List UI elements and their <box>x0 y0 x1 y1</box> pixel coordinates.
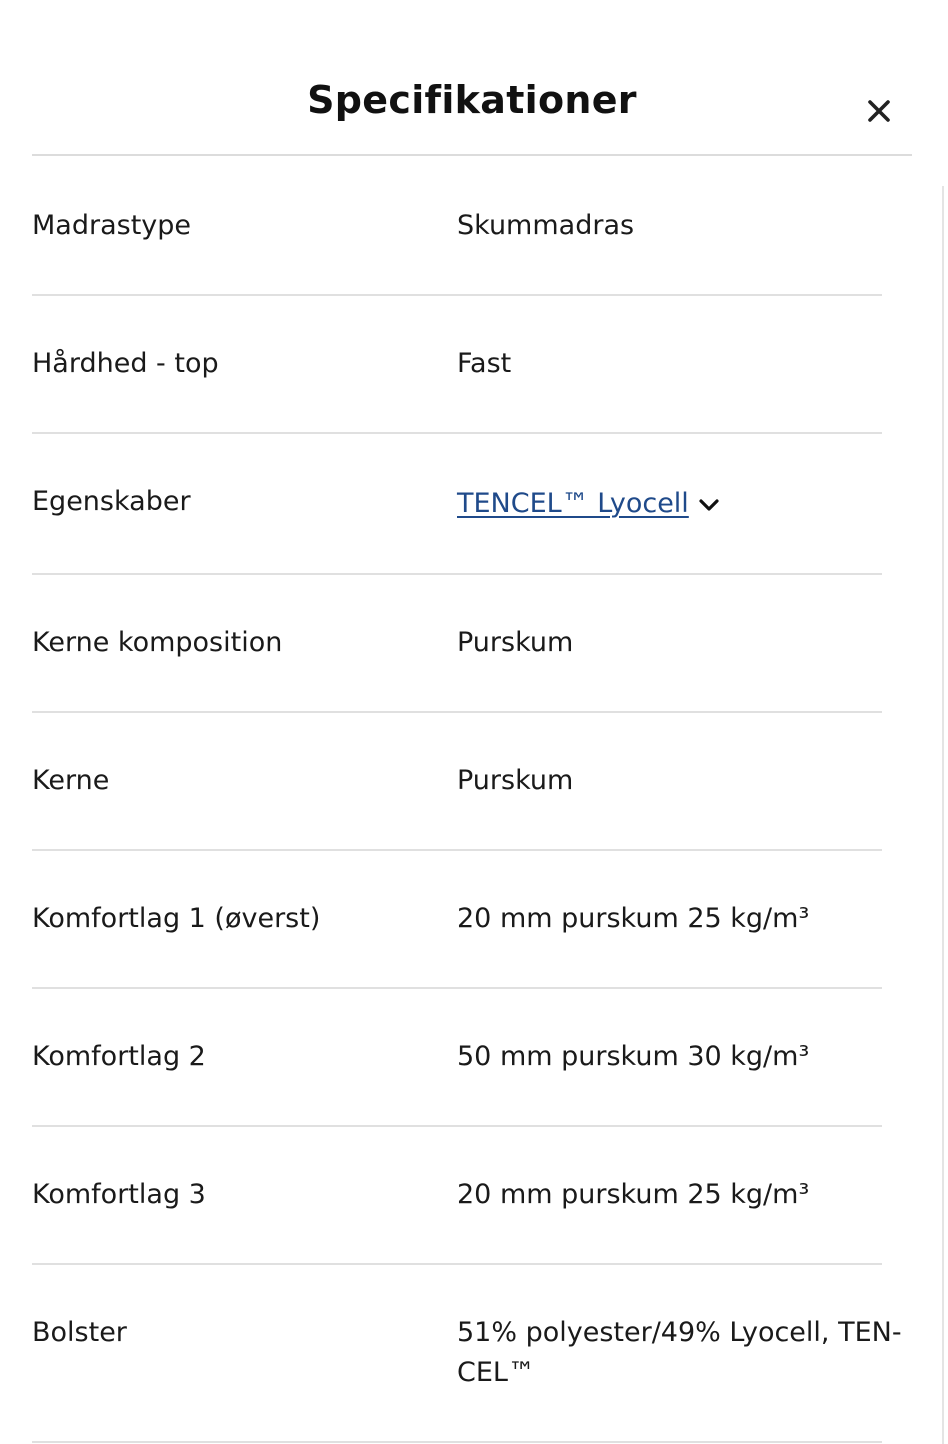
spec-label: Kerne komposition <box>32 627 283 658</box>
spec-row-madrastype <box>32 158 882 296</box>
spec-row-komfortlag-2 <box>32 989 882 1127</box>
spec-value: 20 mm purskum 25 kg/m³ <box>457 903 810 934</box>
dialog-header <box>32 0 912 156</box>
spec-value <box>457 1313 902 1393</box>
spec-row-bolster <box>32 1265 902 1443</box>
spec-row-kerne <box>32 713 882 851</box>
spec-value-line: 51% polyester/49% Lyocell, TEN- <box>457 1317 902 1348</box>
spec-label: Bolster <box>32 1317 127 1348</box>
spec-list <box>32 158 902 1443</box>
spec-value: 50 mm purskum 30 kg/m³ <box>457 1041 810 1072</box>
spec-label: Komfortlag 1 (øverst) <box>32 903 321 934</box>
spec-label: Madrastype <box>32 210 192 241</box>
spec-label: Komfortlag 2 <box>32 1041 206 1072</box>
spec-row-komfortlag-3 <box>32 1127 882 1265</box>
spec-label: Egenskaber <box>32 486 191 517</box>
spec-label: Kerne <box>32 765 110 796</box>
spec-value: Purskum <box>457 765 574 796</box>
spec-row-haardhed-top <box>32 296 882 434</box>
spec-value <box>457 484 882 524</box>
spec-value: 20 mm purskum 25 kg/m³ <box>457 1179 810 1210</box>
spec-value-line: CEL™ <box>457 1357 535 1388</box>
spec-label: Hårdhed - top <box>32 348 219 379</box>
spec-label: Komfortlag 3 <box>32 1179 206 1210</box>
chevron-down-icon[interactable] <box>699 498 719 512</box>
dialog-title: Specifikationer <box>307 78 637 122</box>
spec-row-komfortlag-1 <box>32 851 882 989</box>
scrollbar-track[interactable] <box>942 186 944 1444</box>
close-button[interactable] <box>864 94 894 128</box>
spec-value: Skummadras <box>457 210 635 241</box>
egenskaber-toggle[interactable] <box>457 484 719 524</box>
close-icon <box>868 100 890 122</box>
spec-value: Fast <box>457 348 512 379</box>
spec-row-egenskaber <box>32 434 882 575</box>
spec-row-kerne-komposition <box>32 575 882 713</box>
tencel-lyocell-link[interactable]: TENCEL™ Lyocell <box>457 488 689 519</box>
spec-value: Purskum <box>457 627 574 658</box>
